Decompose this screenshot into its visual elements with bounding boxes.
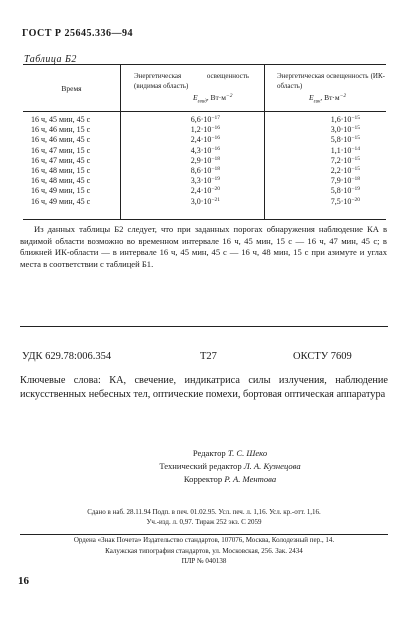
table-row: [23, 156, 386, 166]
cell-ir: $7,5\cdot 10^{-20}$: [330, 196, 360, 206]
table-border-top: [23, 64, 386, 65]
publication-info-2: Уч.-изд. л. 0,97. Тираж 252 экз. С 2059: [146, 518, 262, 526]
table-border-bottom: [23, 219, 386, 220]
document-header: ГОСТ Р 25645.336—94: [22, 28, 134, 39]
cell-time: 16 ч, 46 мин, 45 с: [31, 135, 91, 145]
page-number: 16: [18, 575, 29, 587]
table-body: [23, 115, 386, 207]
footer-line-3: ПЛР № 040138: [181, 557, 227, 565]
corrector-line: Корректор Р. А. Ментова: [183, 474, 277, 484]
cell-visible: $2,4\cdot 10^{-16}$: [190, 135, 220, 145]
table-row: [23, 125, 386, 135]
cell-time: 16 ч, 48 мин, 45 с: [31, 176, 91, 186]
udk-code: УДК 629.78:006.354: [22, 351, 112, 362]
table-header-rule: [23, 111, 386, 112]
table-row: [23, 115, 386, 125]
column-header-visible: Энергетическая освещенность (видимая область): [134, 72, 249, 90]
data-table: [23, 64, 386, 220]
cell-visible: $8,6\cdot 10^{-18}$: [190, 165, 220, 175]
cell-ir: $1,6\cdot 10^{-15}$: [330, 115, 360, 124]
cell-visible: $3,3\cdot 10^{-19}$: [190, 176, 220, 186]
cell-time: 16 ч, 48 мин, 15 с: [31, 165, 91, 175]
cell-visible: $1,2\cdot 10^{-16}$: [190, 125, 220, 135]
footer-line-1: Ордена «Знак Почета» Издательство стандартов, 107076, Москва, Колодезный пер., 14.: [73, 536, 335, 544]
keywords: Ключевые слова: КА, свечение, индикатриса силы излучения, наблюдение искусственных небесных тел, оптические помехи, бортовая оптическая аппаратура: [20, 375, 388, 400]
column-unit-visible: $E_{\varepsilon вид}$, $Вт\cdot м^{-2}$: [193, 93, 233, 105]
footer-line-2: Калужская типография стандартов, ул. Московская, 256. Зак. 2434: [105, 546, 303, 555]
cell-time: 16 ч, 47 мин, 15 с: [31, 145, 91, 155]
cell-visible: $2,4\cdot 10^{-20}$: [190, 186, 220, 196]
cell-time: 16 ч, 49 мин, 15 с: [31, 186, 91, 196]
cell-ir: $5,8\cdot 10^{-19}$: [330, 186, 360, 196]
body-paragraph: Из данных таблицы Б2 следует, что при заданных порогах обнаружения наблюдение КА в видимой области возможно во временном интервале 16 ч, 45 мин, 15 с — 16 ч, 47 мин, 45 с; в ближней ИК-области — в интервале 16 ч, 45 мин, 45 с — 16 ч, 48 мин, 15 с при азимуте и углах места в соответствии с таблицей Б1.: [20, 224, 387, 269]
editor-line: Редактор Т. С. Шеко: [192, 448, 268, 458]
cell-ir: $7,9\cdot 10^{-18}$: [330, 176, 360, 186]
oksty-code: ОКСТУ 7609: [293, 351, 352, 362]
cell-visible: $2,9\cdot 10^{-18}$: [190, 155, 220, 165]
cell-time: 16 ч, 47 мин, 45 с: [31, 155, 91, 165]
column-header-time: Время: [61, 84, 82, 93]
publisher-footer: [20, 535, 388, 567]
cell-time: 16 ч, 45 мин, 45 с: [31, 115, 91, 124]
table-caption: Таблица Б2: [24, 54, 77, 65]
cell-ir: $5,8\cdot 10^{-15}$: [330, 135, 360, 145]
section-divider: [20, 326, 388, 327]
cell-ir: $3,0\cdot 10^{-15}$: [330, 125, 360, 135]
column-header-ir: Энергетическая освещенность (ИК-область): [277, 72, 385, 90]
table-row: [23, 146, 386, 156]
column-unit-ir: $E_{\varepsilon ик}$, $Вт\cdot м^{-2}$: [309, 93, 347, 105]
cell-visible: $4,3\cdot 10^{-16}$: [190, 145, 220, 155]
table-row: [23, 186, 386, 196]
cell-visible: $3,0\cdot 10^{-21}$: [190, 196, 220, 206]
cell-visible: $6,6\cdot 10^{-17}$: [190, 115, 220, 124]
cell-time: 16 ч, 49 мин, 45 с: [31, 196, 91, 206]
table-row: [23, 197, 386, 207]
table-row: [23, 176, 386, 186]
cell-ir: $7,2\cdot 10^{-15}$: [330, 155, 360, 165]
cell-ir: $1,1\cdot 10^{-14}$: [330, 145, 360, 155]
table-row: [23, 166, 386, 176]
tech-editor-line: Технический редактор Л. А. Кузнецова: [159, 461, 301, 471]
cell-ir: $2,2\cdot 10^{-15}$: [330, 165, 360, 175]
publication-info-1: Сдано в наб. 28.11.94 Подп. в печ. 01.02.95. Усл. печ. л. 1,16. Усл. кр.-отт. 1,16.: [87, 508, 321, 516]
cell-time: 16 ч, 46 мин, 15 с: [31, 125, 91, 135]
table-row: [23, 135, 386, 145]
t27-code: Т27: [200, 351, 217, 362]
